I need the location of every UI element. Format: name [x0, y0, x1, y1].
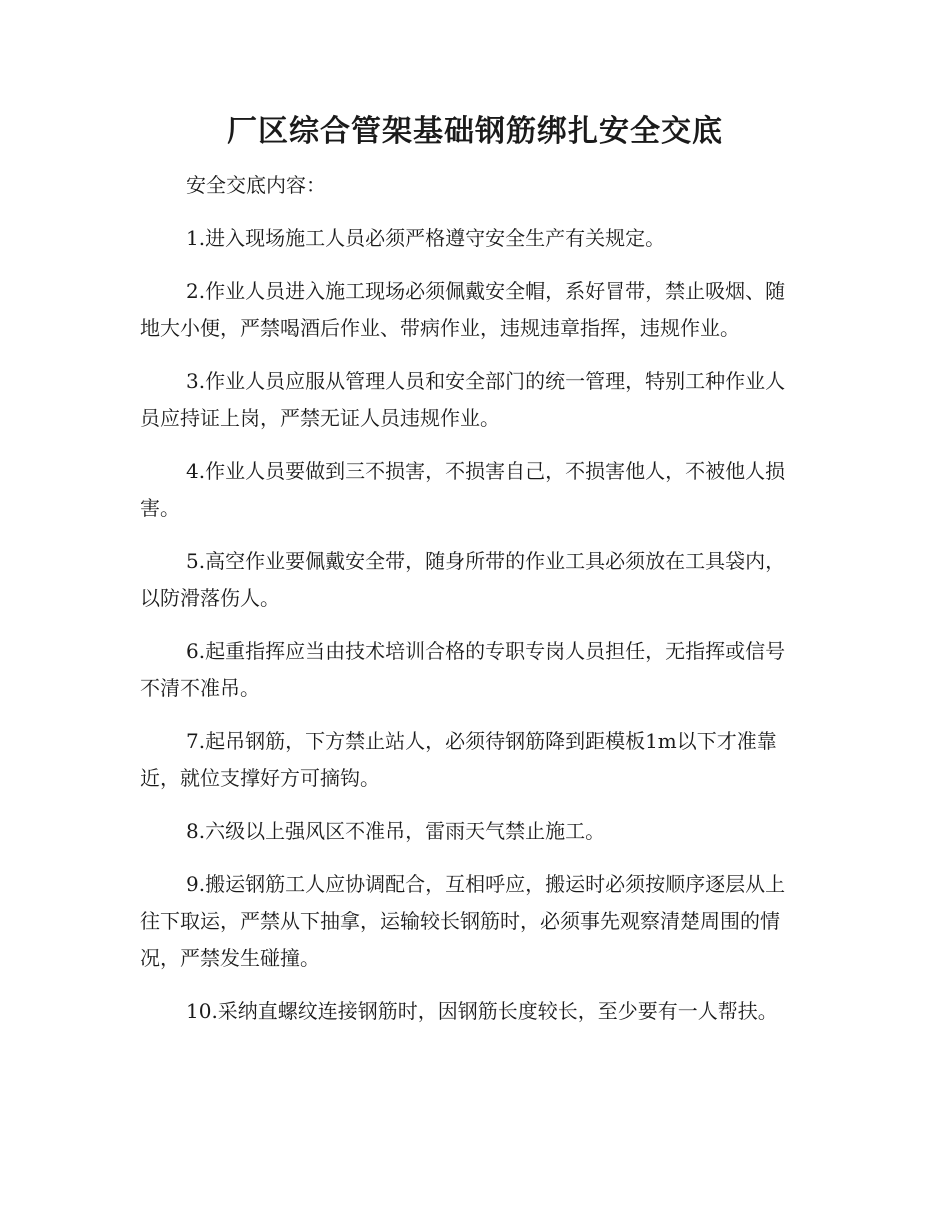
intro-paragraph: 安全交底内容： [186, 173, 326, 197]
document-title: 厂区综合管架基础钢筋绑扎安全交底 [227, 114, 723, 149]
rule-item-9: 9.搬运钢筋工人应协调配合，互相呼应，搬运时必须按顺序逐层从上往下取运，严禁从下抽拿，运输较长钢筋时，必须事先观察清楚周围的情况，严禁发生碰撞。 [140, 872, 786, 970]
document-body [140, 167, 805, 1046]
rule-item-10: 10.采纳直螺纹连接钢筋时，因钢筋长度较长，至少要有一人帮扶。 [186, 999, 778, 1023]
rule-item-8: 8.六级以上强风区不准吊，雷雨天气禁止施工。 [186, 819, 606, 843]
rule-item-6: 6.起重指挥应当由技术培训合格的专职专岗人员担任，无指挥或信号不清不准吊。 [140, 639, 786, 700]
rule-item-1: 1.进入现场施工人员必须严格遵守安全生产有关规定。 [186, 226, 666, 250]
rule-item-2: 2.作业人员进入施工现场必须佩戴安全帽，系好冒带，禁止吸烟、随地大小便，严禁喝酒后作业、带病作业，违规违章指挥，违规作业。 [140, 279, 786, 340]
rule-item-4: 4.作业人员要做到三不损害，不损害自己，不损害他人，不被他人损害。 [140, 459, 786, 520]
rule-item-5: 5.高空作业要佩戴安全带，随身所带的作业工具必须放在工具袋内，以防滑落伤人。 [140, 549, 786, 610]
rule-item-3: 3.作业人员应服从管理人员和安全部门的统一管理，特别工种作业人员应持证上岗，严禁无证人员违规作业。 [140, 369, 786, 430]
rule-item-7: 7.起吊钢筋，下方禁止站人，必须待钢筋降到距模板1m以下才准靠近，就位支撑好方可摘钩。 [140, 729, 777, 790]
